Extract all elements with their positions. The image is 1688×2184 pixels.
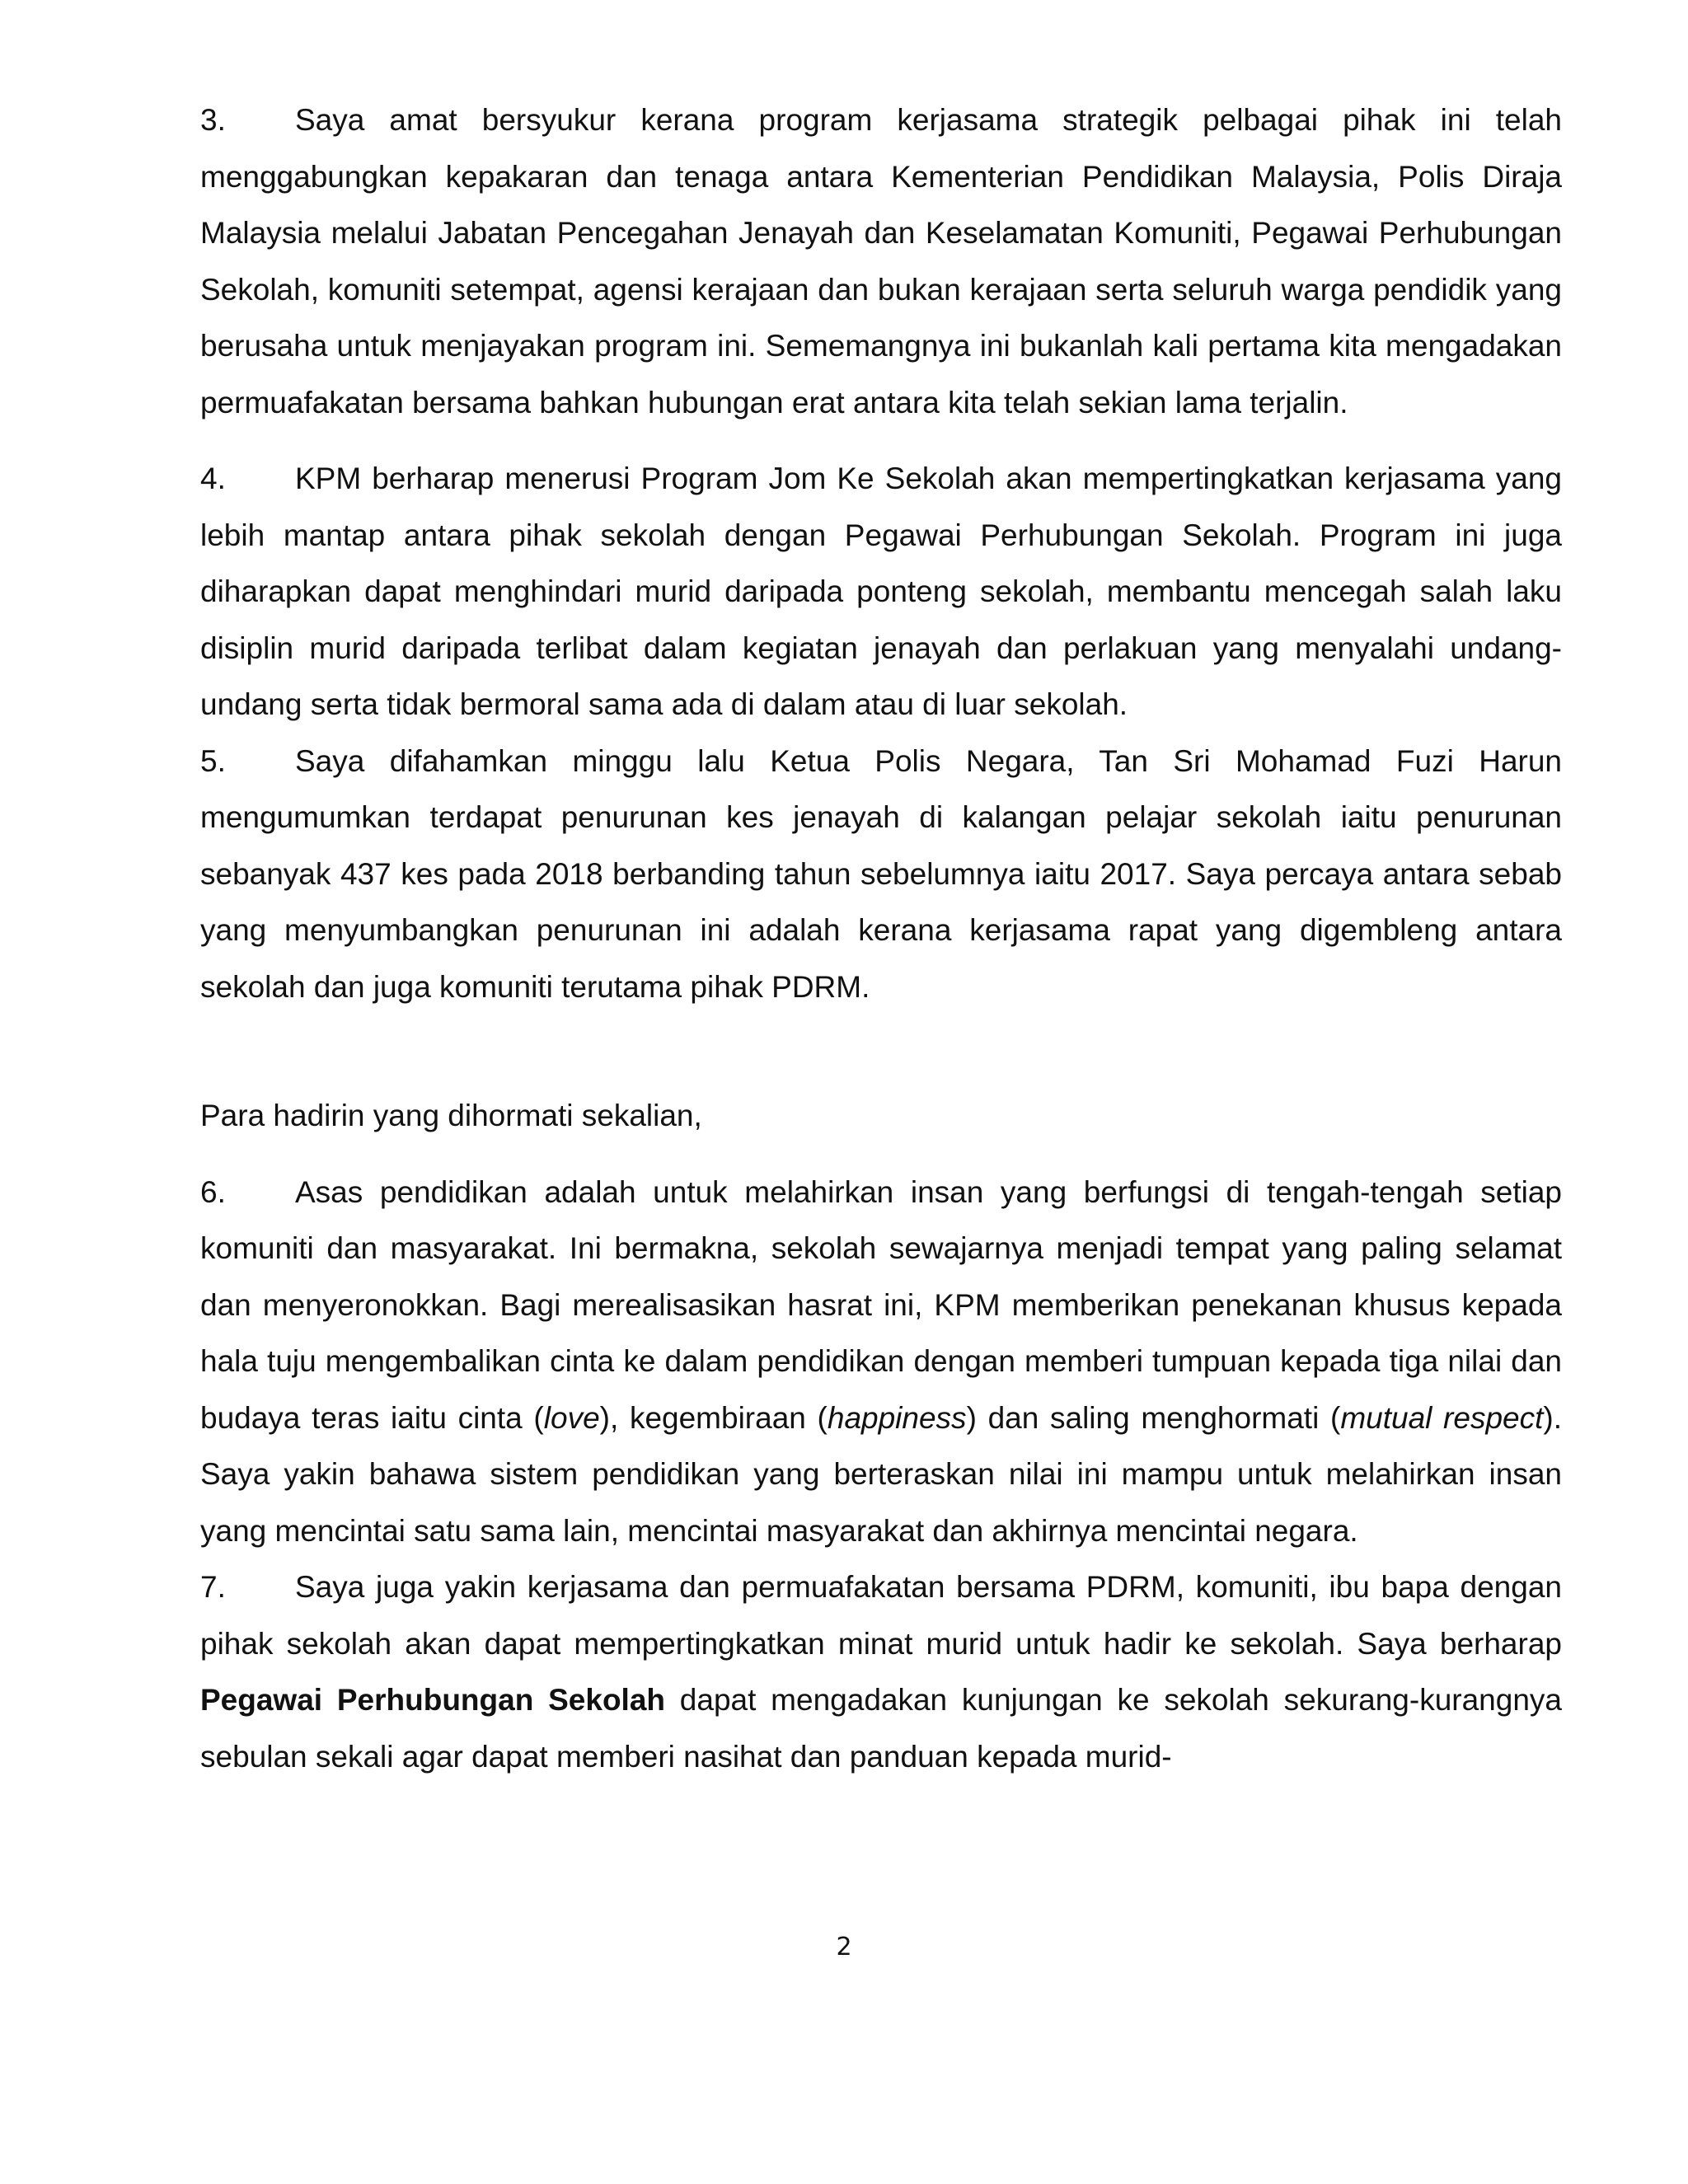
paragraph-text: Saya amat bersyukur kerana program kerjasama strategik pelbagai pihak ini telah menggabungkan kepakaran dan tenaga antara Kementerian Pendidikan Malaysia, Polis Diraja Malaysia melalui Jabatan Pencegahan Jenayah dan Keselamatan Komuniti, Pegawai Perhubungan Sekolah, komuniti setempat, agensi kerajaan dan bukan kerajaan serta seluruh warga pendidik yang berusaha untuk menjayakan program ini. Sememangnya ini bukanlah kali pertama kita mengadakan permuafakatan bersama bahkan hubungan erat antara kita telah sekian lama terjalin. [200,103,1562,419]
paragraph-text: KPM berharap menerusi Program Jom Ke Sekolah akan mempertingkatkan kerjasama yang lebih mantap antara pihak sekolah dengan Pegawai Perhubungan Sekolah. Program ini juga diharapkan dapat menghindari murid daripada ponteng sekolah, membantu mencegah salah laku disiplin murid daripada terlibat dalam kegiatan jenayah dan perlakuan yang menyalahi undang-undang serta tidak bermoral sama ada di dalam atau di luar sekolah. [200,462,1562,721]
document-body [200,92,1562,1785]
italic-term: love [543,1400,600,1435]
paragraph-text: ), kegembiraan ( [599,1400,828,1435]
paragraph-4 [200,451,1562,733]
italic-term: mutual respect [1340,1400,1544,1435]
paragraph-number: 6. [200,1174,226,1209]
paragraph-7 [200,1559,1562,1785]
paragraph-number: 4. [200,462,226,495]
paragraph-text: dapat mengadakan kunjungan ke sekolah sekurang-kurangnya sebulan sekali agar dapat memberi nasihat dan panduan kepada murid- [200,1683,1562,1774]
paragraph-5 [200,733,1562,1016]
bold-term: Pegawai Perhubungan Sekolah [200,1683,665,1717]
paragraph-text: ) dan saling menghormati ( [966,1400,1341,1435]
paragraph-number: 3. [200,103,226,137]
paragraph-text: Saya juga yakin kerjasama dan permuafakatan bersama PDRM, komuniti, ibu bapa dengan pihak sekolah akan dapat mempertingkatkan minat murid untuk hadir ke sekolah. Saya berharap [200,1570,1562,1661]
salutation: Para hadirin yang dihormati sekalian, [200,1099,702,1132]
paragraph-text: Saya difahamkan minggu lalu Ketua Polis Negara, Tan Sri Mohamad Fuzi Harun mengumumkan terdapat penurunan kes jenayah di kalangan pelajar sekolah iaitu penurunan sebanyak 437 kes pada 2018 berbanding tahun sebelumnya iaitu 2017. Saya percaya antara sebab yang menyumbangkan penurunan ini adalah kerana kerjasama rapat yang digembleng antara sekolah dan juga komuniti terutama pihak PDRM. [200,743,1562,1004]
page-number: 2 [836,1933,852,1961]
paragraph-3 [200,92,1562,431]
paragraph-text: ). Saya yakin bahawa sistem pendidikan yang berteraskan nilai ini mampu untuk melahirkan insan yang mencintai satu sama lain, mencintai masyarakat dan akhirnya mencintai negara. [200,1400,1563,1548]
italic-term: happiness [827,1400,967,1435]
paragraph-text: Asas pendidikan adalah untuk melahirkan insan yang berfungsi di tengah-tengah setiap komuniti dan masyarakat. Ini bermakna, sekolah sewajarnya menjadi tempat yang paling selamat dan menyeronokkan. Bagi merealisasikan hasrat ini, KPM memberikan penekanan khusus kepada hala tuju mengembalikan cinta ke dalam pendidikan dengan memberi tumpuan kepada tiga nilai dan budaya teras iaitu cinta ( [200,1174,1562,1435]
paragraph-number: 7. [200,1570,226,1604]
paragraph-6 [200,1165,1562,1560]
paragraph-number: 5. [200,743,226,778]
